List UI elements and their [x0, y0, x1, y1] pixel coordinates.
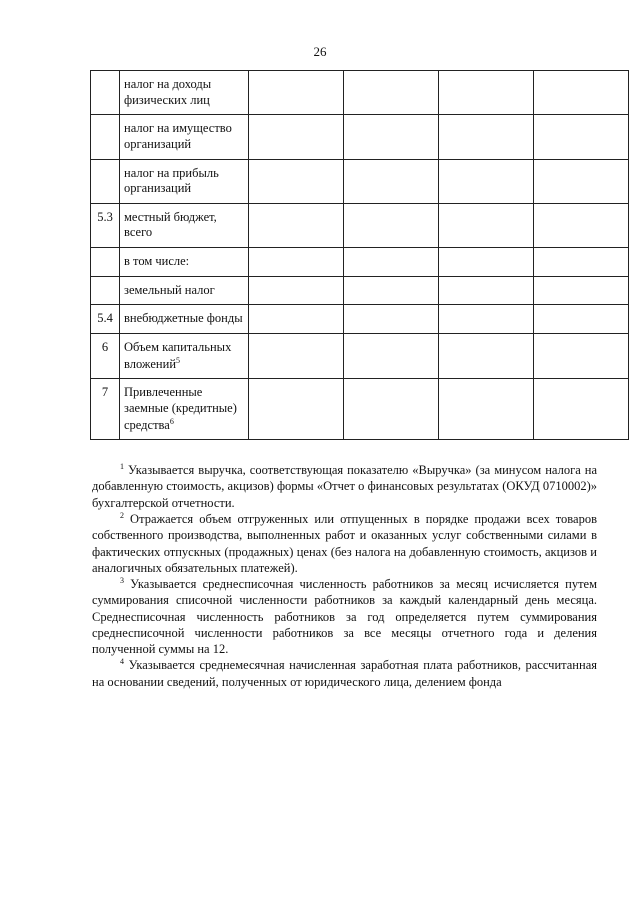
empty-cell — [439, 115, 534, 159]
table-row — [91, 248, 629, 277]
footnote-mark: 1 — [120, 462, 124, 471]
empty-cell — [249, 71, 344, 115]
row-number: 5.4 — [91, 305, 120, 334]
row-label: земельный налог — [120, 276, 249, 305]
empty-cell — [534, 203, 629, 247]
row-label: внебюджетные фонды — [120, 305, 249, 334]
empty-cell — [249, 159, 344, 203]
empty-cell — [249, 248, 344, 277]
table-row — [91, 203, 629, 247]
footnote — [92, 462, 597, 511]
empty-cell — [439, 71, 534, 115]
row-label: местный бюджет, всего — [120, 203, 249, 247]
empty-cell — [534, 305, 629, 334]
empty-cell — [534, 276, 629, 305]
indicators-table — [90, 70, 629, 440]
empty-cell — [439, 203, 534, 247]
footnote-mark: 4 — [120, 657, 124, 667]
empty-cell — [344, 159, 439, 203]
footnote — [92, 657, 597, 690]
table-row — [91, 71, 629, 115]
empty-cell — [534, 379, 629, 440]
footnote-ref: 5 — [176, 355, 181, 365]
empty-cell — [534, 248, 629, 277]
table-row — [91, 276, 629, 305]
table-row — [91, 305, 629, 334]
empty-cell — [344, 115, 439, 159]
table-row — [91, 333, 629, 378]
empty-cell — [344, 379, 439, 440]
empty-cell — [534, 115, 629, 159]
empty-cell — [344, 248, 439, 277]
page-number: 26 — [313, 44, 327, 59]
row-label: налог на доходы физических лиц — [120, 71, 249, 115]
footnote — [92, 576, 597, 657]
empty-cell — [439, 333, 534, 378]
empty-cell — [534, 71, 629, 115]
empty-cell — [439, 248, 534, 277]
row-number — [91, 248, 120, 277]
empty-cell — [534, 159, 629, 203]
row-number: 7 — [91, 379, 120, 440]
table-row — [91, 379, 629, 440]
row-number — [91, 115, 120, 159]
footnote-mark: 3 — [120, 576, 124, 586]
empty-cell — [439, 379, 534, 440]
empty-cell — [249, 333, 344, 378]
footnote-ref: 6 — [169, 416, 174, 426]
row-label: Привлеченные заемные (кредитные) средства$^6$ — [120, 379, 249, 440]
table-row — [91, 159, 629, 203]
empty-cell — [344, 305, 439, 334]
row-number — [91, 276, 120, 305]
empty-cell — [249, 115, 344, 159]
row-number — [91, 71, 120, 115]
row-label: налог на прибыль организаций — [120, 159, 249, 203]
empty-cell — [344, 203, 439, 247]
footnotes — [92, 462, 597, 690]
empty-cell — [344, 333, 439, 378]
empty-cell — [534, 333, 629, 378]
empty-cell — [344, 276, 439, 305]
footnote-mark: 2 — [120, 510, 124, 520]
row-label: в том числе: — [120, 248, 249, 277]
empty-cell — [439, 159, 534, 203]
empty-cell — [249, 305, 344, 334]
empty-cell — [249, 276, 344, 305]
row-number: 6 — [91, 333, 120, 378]
row-label: налог на имущество организаций — [120, 115, 249, 159]
footnote-text: Отражается объем отгруженных или отпущенных в порядке продажи всех товаров собственного производства, выполненных работ и оказанных услуг собственными силами в фактических отпускных (продажных) ценах (без налога на добавленную стоимость, акцизов и аналогичных обязательных платежей). — [92, 512, 597, 575]
row-label: Объем капитальных вложений$^5$ — [120, 333, 249, 378]
footnote-text: Указывается выручка, соответствующая показателю «Выручка» (за минусом налога на добавленную стоимость, акцизов) формы «Отчет о финансовых результатах (ОКУД 0710002)» бухгалтерской отчетности. — [92, 463, 597, 510]
footnote-text: Указывается среднесписочная численность работников за месяц исчисляется путем суммирования списочной численности работников за каждый календарный день месяца. Среднесписочная численность работников за год определяется путем суммирования среднесписочной численности работников за все месяцы отчетного года и деления полученной суммы на 12. — [92, 577, 597, 657]
table-row — [91, 115, 629, 159]
empty-cell — [249, 203, 344, 247]
row-number — [91, 159, 120, 203]
empty-cell — [344, 71, 439, 115]
footnote — [92, 511, 597, 576]
empty-cell — [439, 276, 534, 305]
footnote-text: Указывается среднемесячная начисленная заработная плата работников, рассчитанная на основании сведений, полученных от юридического лица, делением фонда — [92, 658, 597, 689]
row-number: 5.3 — [91, 203, 120, 247]
empty-cell — [439, 305, 534, 334]
empty-cell — [249, 379, 344, 440]
